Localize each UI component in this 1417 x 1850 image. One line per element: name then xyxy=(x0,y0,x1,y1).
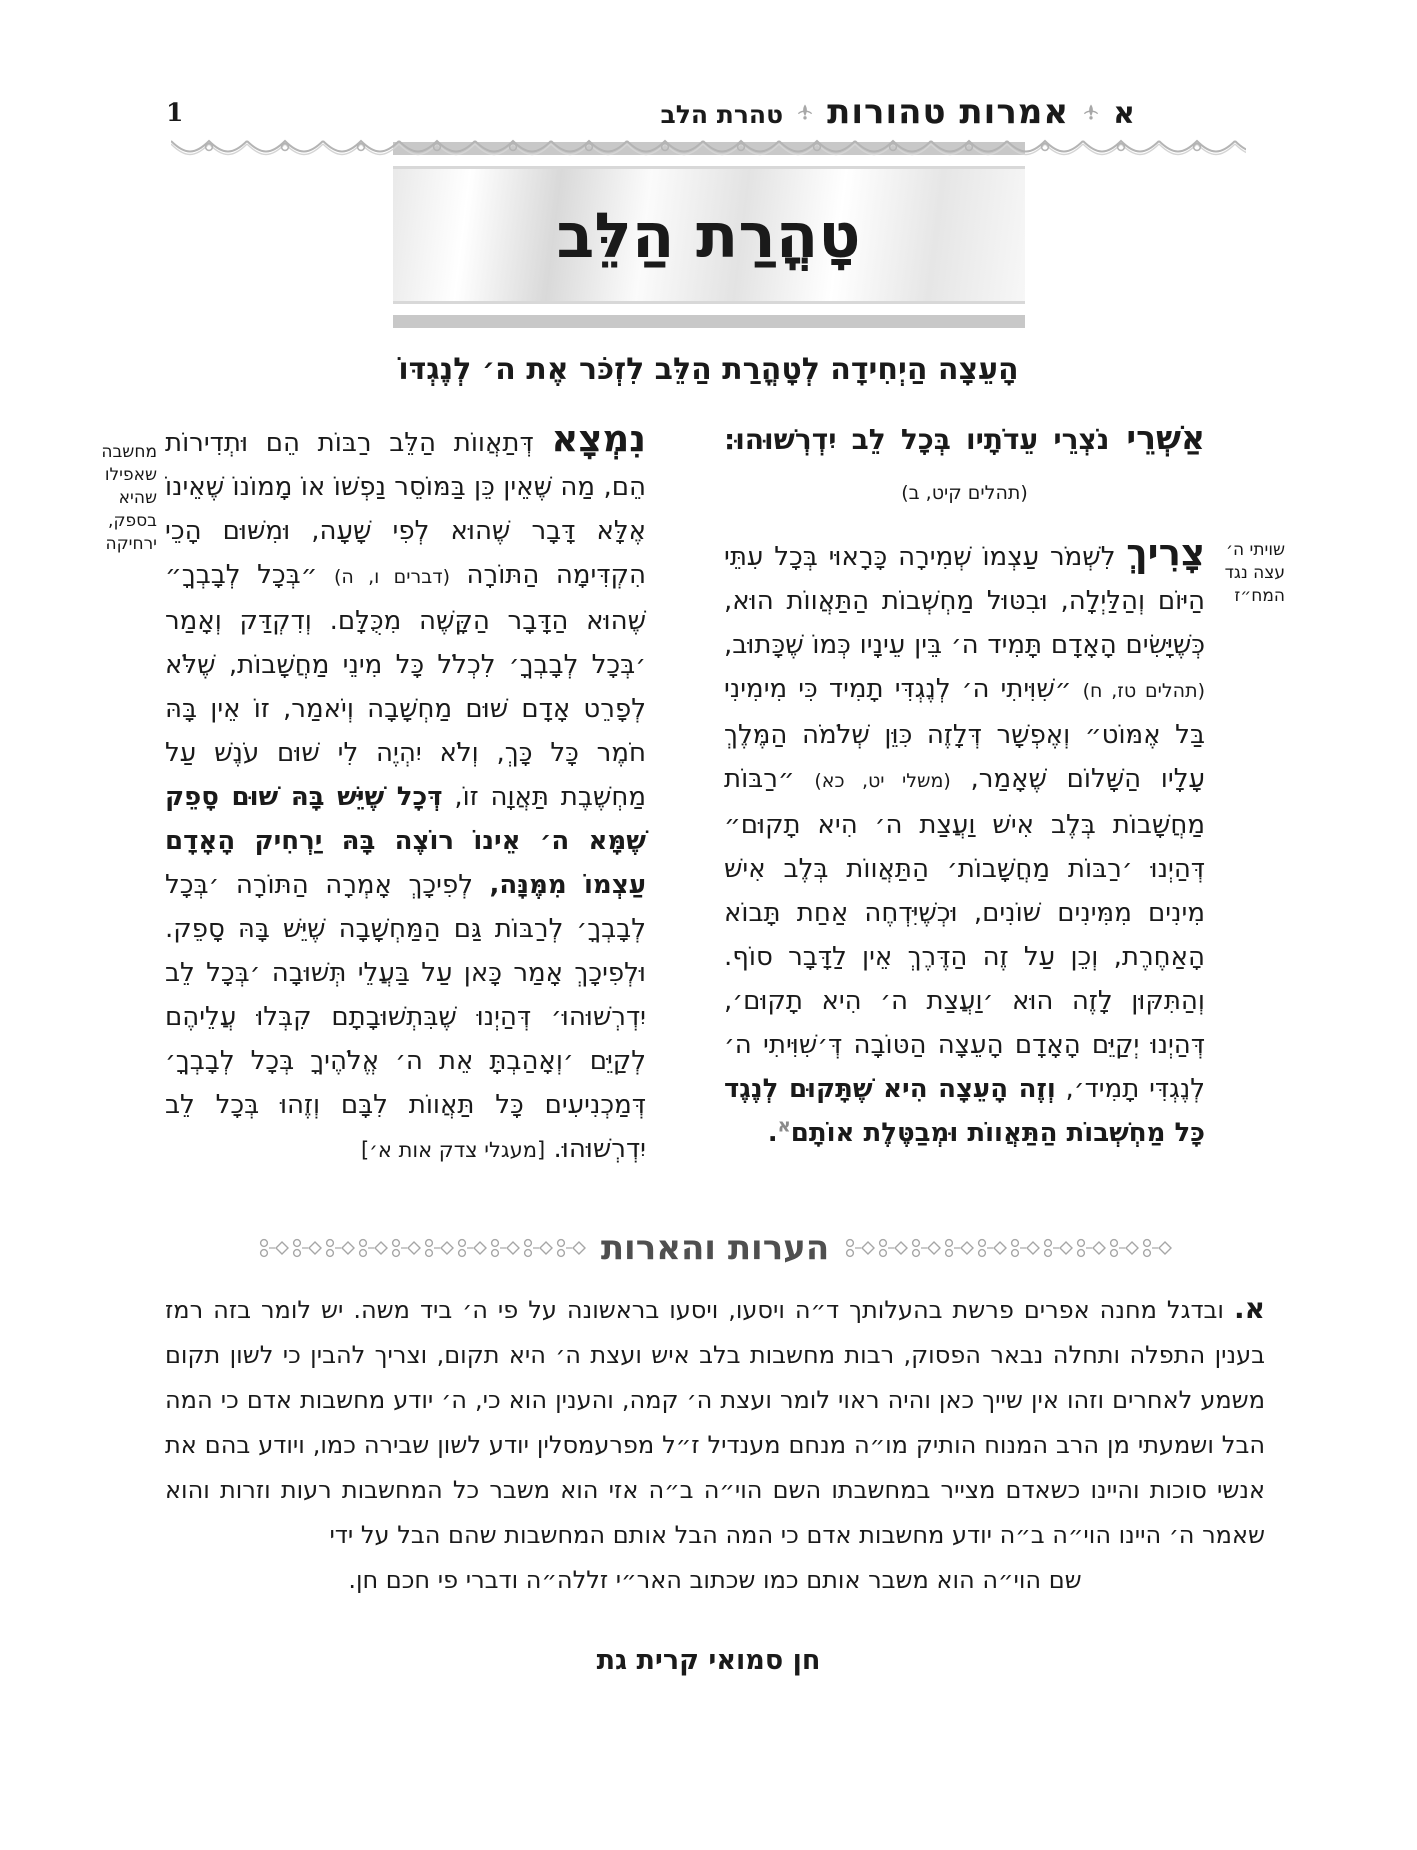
text-segment: . xyxy=(767,1118,778,1148)
text-segment: (משלי יט, כא) xyxy=(814,770,951,792)
text-segment: אַשְׁרֵי xyxy=(1109,418,1205,457)
footnote-last-line: שם הוי״ה הוא משבר אותם כמו שכתוב האר״י זללה״ה ודברי פי חכם חן. xyxy=(348,1566,1082,1594)
verse-line xyxy=(724,417,1205,461)
text-columns xyxy=(165,417,1205,1172)
margin-note-line: מחשבה xyxy=(101,442,157,462)
margin-note-line: שאפילו xyxy=(104,465,157,485)
flourish-right-icon xyxy=(843,1234,1173,1262)
text-segment: לְפִיכָךְ אָמְרָה הַתּוֹרָה ׳בְּכָל לְבָבְךָ׳ לְרַבּוֹת גַּם הַמַּחְשָׁבָה שֶׁיֵּשׁ בָּהּ סָפֵק. וּלְפִיכָךְ אָמַר כָּאן עַל בַּעֲלֵי תְּשׁוּבָה ׳בְּכָל לֵב יִדְרְשׁוּהוּ׳ דְּהַיְנוּ שֶׁבִּתְשׁוּבָתָם קִבְּלוּ עֲלֵיהֶם לְקַיֵּם ׳וְאָהַבְתָּ אֵת ה׳ אֱלֹהֶיךָ בְּכָל לְבָבְךָ׳ דְּמַכְנִיעִים כָּל תַּאֲווֹת לִבָּם וְזֶהוּ בְּכָל לֵב יִדְרְשׁוּהוּ. xyxy=(165,870,646,1164)
text-segment: (דברים ו, ה) xyxy=(333,566,450,588)
text-segment: דְּתַאֲווֹת הַלֵּב רַבּוֹת הֵם וּתְדִירוֹת הֵם, מַה שֶּׁאֵין כֵּן בַּמּוֹסֵר נַפְשׁוֹ אוֹ מָמוֹנוֹ שֶׁאֵינוֹ אֶלָּא דָּבָר שֶׁהוּא לְפִי שָׁעָה, וּמִשּׁוּם הָכֵי הִקְדִּימָה הַתּוֹרָה xyxy=(165,428,646,590)
margin-note-line: בספק, xyxy=(108,511,157,531)
text-segment: וְזֶה הָעֵצָה הִיא שֶׁתָּקוּם לְנֶגֶד כָּל מַחְשְׁבוֹת הַתַּאֲווֹת וּמְבַטֶּלֶת אוֹתָם xyxy=(724,1074,1205,1148)
text-segment: ״שִׁוִּיתִי ה׳ לְנֶגְדִּי תָמִיד כִּי מִימִינִי בַּל אֶמּוֹט״ וְאֶפְשָׁר דְּלָזֶה כִּוֵּן שְׁלֹמֹה הַמֶּלֶךְ עָלָיו הַשָּׁלוֹם שֶׁאָמַר, xyxy=(724,674,1206,794)
margin-note-line: המח״ז xyxy=(1234,586,1285,606)
text-segment: א xyxy=(777,1115,791,1137)
text-segment: נֹצְרֵי עֵדֹתָיו בְּכָל לֵב יִדְרְשׁוּהוּ: xyxy=(724,423,1110,456)
column-right xyxy=(724,417,1205,1172)
running-head-row xyxy=(0,0,1417,142)
footnote-marker: א. xyxy=(1233,1292,1265,1325)
text-segment: [מעגלי צדק אות א׳] xyxy=(360,1138,546,1162)
verse-source: (תהלים קיט, ב) xyxy=(901,482,1028,504)
text-segment: ״רַבּוֹת מַחֲשָׁבוֹת בְּלֶב אִישׁ וַעֲצַת ה׳ הִיא תָקוּם״ דְּהַיְנוּ ׳רַבּוֹת מַחֲשָׁבוֹת׳ הַתַּאֲווֹת בְּלֶב אִישׁ מִינִים מִמִּינִים שׁוֹנִים, וּכְשֶׁיִּדְחֶה אַחַת תָּבוֹא הָאַחֶרֶת, וְכֵן עַל זֶה הַדֶּרֶךְ אֵין לַדָּבָר סוֹף. וְהַתִּקּוּן לָזֶה הוּא ׳וַעֲצַת ה׳ הִיא תָקוּם׳, דְּהַיְנוּ יְקַיֵּם הָאָדָם הָעֵצָה הַטּוֹבָה דְּ׳שִׁוִּיתִי ה׳ לְנֶגְדִּי תָמִיד׳, xyxy=(724,764,1206,1104)
page-footer: חן סמואי קרית גת xyxy=(596,1645,821,1676)
footnote-text xyxy=(165,1286,1265,1558)
footnote-body-text: ובדגל מחנה אפרים פרשת בהעלותך ד״ה ויסעו, ויסעו בראשונה על פי ה׳ ביד משה. יש לומר בזה רמז בענין התפלה ותחלה נבאר הפסוק, רבות מחשבות בלב איש ועצת ה׳ היא תקום, וצריך להבין כי לשון תקום משמע לאחרים וזהו אין שייך כאן והיה ראוי לומר ועצת ה׳ קמה, והענין הוא כי, ה׳ יודע מחשבות אדם כי המה הבל ושמעתי מן הרב המנוח הותיק מו״ה מנחם מענדיל ז״ל מפרעמסלין יודע לשון שבירה כמו, ויודע בהם את אנשי סוכות והיינו כשאדם מצייר במחשבתו השם הוי״ה ב״ה אזי הוא משבר כל המחשבות רעות וזרות והוא שאמר ה׳ היינו הוי״ה ב״ה יודע מחשבות אדם כי המה הבל אותם המחשבות שהם הבל על ידי xyxy=(165,1296,1265,1549)
masthead-title: טָהֳרַת הַלֵּב xyxy=(556,198,861,272)
text-segment: ״בְּכָל לְבָבְךָ״ שֶׁהוּא הַדָּבָר הַקָּשֶׁה מִכֻּלָּם. וְדִקְדַּק וְאָמַר ׳בְּכָל לְבָבְךָ׳ לִכְלֹל כָּל מִינֵי מַחֲשָׁבוֹת, שֶׁלֹּא לְפָרֵט אָדָם שׁוּם מַחְשָׁבָה וְיֹאמַר, זוֹ אֵין בָּהּ חֹמֶר כָּל כָּךְ, וְלֹא יִהְיֶה לִי שׁוּם עֹנֶשׁ עַל מַחְשֶׁבֶת תַּאֲוָה זוֹ, xyxy=(165,560,646,812)
footnotes-section xyxy=(165,1228,1265,1603)
flourish-left-icon xyxy=(257,1234,587,1262)
footnotes-heading: הערות והארות xyxy=(600,1228,830,1268)
margin-note-line: ירחיקה xyxy=(105,534,157,554)
book-title: אמרות טהורות xyxy=(827,92,1070,132)
text-segment: דְּכָל שֶׁיֵּשׁ בָּהּ שׁוּם סָפֵק שֶׁמָּא ה׳ אֵינוֹ רוֹצֶה בָּהּ יַרְחִיק הָאָדָם עַצְמוֹ מִמֶּנָּה, xyxy=(165,782,647,900)
text-segment: נִמְצָא xyxy=(551,417,646,460)
margin-note-line: שויתי ה׳ xyxy=(1225,540,1285,560)
section-letter: א xyxy=(1113,96,1135,131)
page-subtitle: הָעֵצָה הַיְחִידָה לְטָהֳרַת הַלֵּב לִזְכֹּר אֶת ה׳ לְנֶגְדּוֹ xyxy=(398,352,1019,387)
column-left xyxy=(165,417,646,1172)
masthead-banner xyxy=(393,142,1025,328)
fleuron-icon xyxy=(1081,102,1101,122)
fleuron-icon xyxy=(795,102,815,122)
paragraph-left xyxy=(165,417,646,1172)
margin-note-line: עצה נגד xyxy=(1224,563,1285,583)
chapter-title: טהרת הלב xyxy=(660,100,784,129)
text-segment: לִשְׁמֹר עַצְמוֹ שְׁמִירָה כָּרָאוּי בְּכָל עִתֵּי הַיּוֹם וְהַלַּיְלָה, וּבִטּוּל מַחְשְׁבוֹת הַתַּאֲווֹת הוּא, כְּשֶׁיָּשִׂים הָאָדָם תָּמִיד ה׳ בֵּין עֵינָיו כְּמוֹ שֶׁכָּתוּב, xyxy=(724,542,1205,660)
masthead-bottom-bar xyxy=(393,315,1025,328)
ornamental-rule xyxy=(171,134,1246,160)
text-segment: (תהלים טז, ח) xyxy=(1082,680,1205,702)
text-segment: צָרִיךְ xyxy=(1126,531,1205,574)
margin-note-left xyxy=(95,441,157,556)
masthead-panel xyxy=(393,166,1025,304)
main-text xyxy=(101,417,1285,1172)
margin-note-line: שהיא xyxy=(118,488,157,508)
margin-note-right xyxy=(1207,539,1285,608)
running-head xyxy=(661,92,1135,132)
page-number: 1 xyxy=(166,98,184,127)
footnotes-heading-row xyxy=(165,1228,1265,1268)
paragraph-right xyxy=(724,531,1205,1155)
